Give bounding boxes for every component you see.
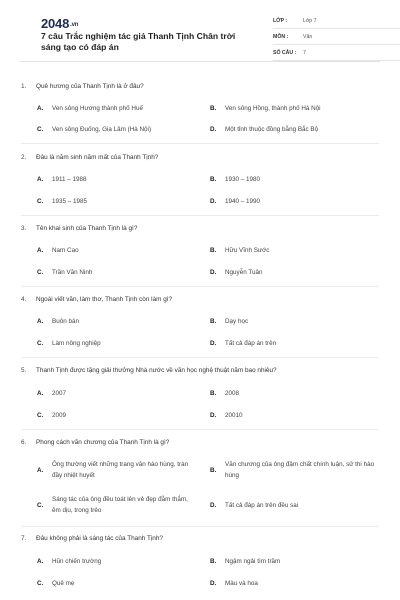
option-key: D. <box>210 269 217 276</box>
answer-option-1a[interactable] <box>37 103 202 114</box>
option-key: C. <box>37 126 44 133</box>
option-key: C. <box>37 501 44 509</box>
question-text: Phong cách văn chương của Thanh Tịnh là gì? <box>36 438 170 446</box>
answer-option-6b[interactable] <box>210 459 380 481</box>
question-divider <box>21 215 379 216</box>
answer-option-2c[interactable] <box>37 196 202 207</box>
option-text: 2007 <box>52 390 67 397</box>
meta-row-class <box>273 13 400 29</box>
answer-option-5c[interactable] <box>37 410 202 421</box>
option-text: Tất cả đáp án trên <box>225 340 277 347</box>
answer-option-4d[interactable] <box>210 338 380 349</box>
meta-row-subject <box>273 29 400 45</box>
answer-option-3d[interactable] <box>210 267 380 278</box>
document-meta <box>273 13 400 61</box>
option-text: Quê mẹ <box>52 580 75 587</box>
answer-option-7a[interactable] <box>37 556 202 567</box>
option-key: A. <box>37 318 44 325</box>
answer-option-6c[interactable] <box>37 494 202 516</box>
answer-option-3c[interactable] <box>37 267 202 278</box>
answer-option-3b[interactable] <box>210 245 380 256</box>
option-key: C. <box>37 198 44 205</box>
option-key: D. <box>210 126 217 133</box>
question-divider <box>21 526 379 527</box>
option-key: D. <box>210 502 217 509</box>
option-key: B. <box>210 466 217 474</box>
option-text: Buôn bán <box>52 318 79 325</box>
answer-option-4b[interactable] <box>210 316 380 327</box>
question-divider <box>21 143 379 144</box>
answer-option-2b[interactable] <box>210 174 380 185</box>
option-key: A. <box>37 558 44 565</box>
answer-option-4c[interactable] <box>37 338 202 349</box>
question-2 <box>21 152 381 162</box>
question-divider <box>21 286 379 287</box>
answer-option-7d[interactable] <box>210 578 380 589</box>
question-divider <box>21 357 379 358</box>
meta-label: LỚP : <box>273 17 288 24</box>
option-key: C. <box>37 269 44 276</box>
option-text: Một tỉnh thuộc đồng bằng Bắc Bộ <box>225 126 319 133</box>
option-key: A. <box>37 390 44 397</box>
question-4 <box>21 294 381 304</box>
option-key: A. <box>37 105 44 112</box>
option-text: Ven sông Hồng, thành phố Hà Nội <box>225 105 321 112</box>
option-text: Sáng tác của ông đều toát lên vẻ đẹp đằm thắm, êm dịu, trong trẻo <box>52 496 188 514</box>
answer-option-1d[interactable] <box>210 124 380 135</box>
question-number: 5. <box>21 366 27 374</box>
option-key: B. <box>210 105 217 112</box>
option-text: 1940 – 1990 <box>225 198 261 205</box>
option-key: A. <box>37 247 44 254</box>
option-key: D. <box>210 340 217 347</box>
logo-suffix: .vn <box>70 21 79 28</box>
option-key: B. <box>210 176 217 183</box>
answer-option-1c[interactable] <box>37 124 202 135</box>
site-logo[interactable] <box>41 16 78 31</box>
option-text: Ngậm ngải tìm trầm <box>225 558 281 565</box>
answer-option-5b[interactable] <box>210 388 380 399</box>
question-number: 4. <box>21 295 27 303</box>
answer-option-1b[interactable] <box>210 103 380 114</box>
answer-option-5a[interactable] <box>37 388 202 399</box>
option-key: C. <box>37 340 44 347</box>
option-text: 1935 – 1985 <box>52 198 88 205</box>
option-text: 20010 <box>225 412 243 419</box>
answer-option-2d[interactable] <box>210 196 380 207</box>
document-header <box>20 0 380 62</box>
question-number: 6. <box>21 438 27 446</box>
option-text: Hũn chiến trường <box>52 558 102 565</box>
question-number: 7. <box>21 534 27 542</box>
question-text: Quê hương của Thanh Tịnh là ở đâu? <box>36 82 144 90</box>
meta-value: 7 <box>303 49 306 56</box>
option-key: D. <box>210 198 217 205</box>
option-key: B. <box>210 558 217 565</box>
option-text: Hữu Vĩnh Sước <box>225 247 270 254</box>
option-key: D. <box>210 580 217 587</box>
option-text: 1930 – 1980 <box>225 176 261 183</box>
answer-option-2a[interactable] <box>37 174 202 185</box>
answer-option-7b[interactable] <box>210 556 380 567</box>
meta-value: Văn <box>303 33 313 40</box>
option-text: 2009 <box>52 412 67 419</box>
option-key: A. <box>37 466 44 474</box>
answer-option-6d[interactable] <box>210 500 380 511</box>
question-number: 1. <box>21 82 27 90</box>
option-key: C. <box>37 580 44 587</box>
answer-option-6a[interactable] <box>37 459 202 481</box>
option-text: Màu và hoa <box>225 580 258 587</box>
option-text: Ven sông Đuống, Gia Lâm (Hà Nội) <box>52 126 152 133</box>
option-key: A. <box>37 176 44 183</box>
option-key: D. <box>210 412 217 419</box>
meta-row-count <box>273 45 400 61</box>
option-text: 2008 <box>225 390 240 397</box>
question-text: Đâu là năm sinh năm mất của Thanh Tịnh? <box>36 153 159 161</box>
option-text: Ông thường viết những trang văn hào hùng, tràn đầy nhiệt huyết <box>52 461 189 479</box>
option-text: Làm nông nghiệp <box>52 340 101 347</box>
question-6 <box>21 437 381 447</box>
option-text: Ven sông Hương thành phố Huế <box>52 105 143 112</box>
question-5 <box>21 365 381 375</box>
question-text: Thanh Tịnh được tặng giải thưởng Nhà nước về văn học nghệ thuật năm bao nhiêu? <box>36 366 277 374</box>
question-number: 2. <box>21 153 27 161</box>
question-text: Ngoài viết văn, làm thơ, Thanh Tịnh còn làm gì? <box>36 295 173 303</box>
question-text: Tên khai sinh của Thanh Tịnh là gì? <box>36 224 138 232</box>
question-text: Đâu không phải là sáng tác của Thanh Tịnh? <box>36 534 163 542</box>
meta-label: SỐ CÂU : <box>273 49 297 56</box>
option-text: Nam Cao <box>52 247 79 254</box>
logo-text: 2048 <box>41 16 70 31</box>
answer-option-4a[interactable] <box>37 316 202 327</box>
option-text: Nguyễn Tuân <box>225 269 263 276</box>
answer-option-5d[interactable] <box>210 410 380 421</box>
option-text: Tất cả đáp án trên đều sai <box>225 502 299 509</box>
meta-label: MÔN : <box>273 33 289 40</box>
meta-value: Lớp 7 <box>303 17 317 24</box>
option-key: B. <box>210 318 217 325</box>
option-text: Văn chương của ông đậm chất chính luận, sử thi hào hùng <box>225 461 375 479</box>
question-3 <box>21 223 381 233</box>
document-title: 7 câu Trắc nghiệm tác giả Thanh Tịnh Chân trời sáng tạo có đáp án <box>41 31 236 52</box>
option-key: B. <box>210 247 217 254</box>
question-number: 3. <box>21 224 27 232</box>
option-text: Dạy học <box>225 318 249 325</box>
question-1 <box>21 81 381 91</box>
option-key: B. <box>210 390 217 397</box>
answer-option-3a[interactable] <box>37 245 202 256</box>
question-7 <box>21 533 381 543</box>
option-key: C. <box>37 412 44 419</box>
option-text: Trần Văn Ninh <box>52 269 93 276</box>
answer-option-7c[interactable] <box>37 578 202 589</box>
question-divider <box>21 429 379 430</box>
option-text: 1911 – 1988 <box>52 176 87 183</box>
